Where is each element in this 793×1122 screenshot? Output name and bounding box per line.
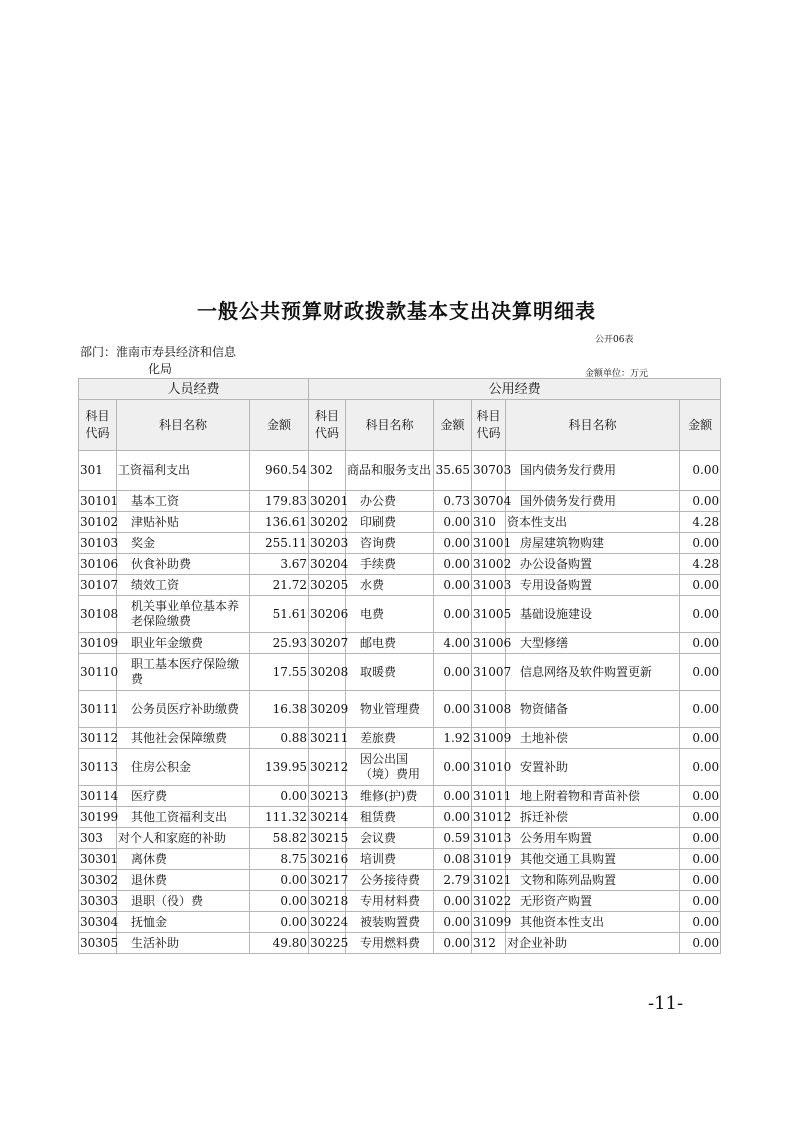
table-row	[79, 912, 721, 933]
code-cell: 30213	[309, 786, 346, 807]
name-cell: 退休费	[117, 870, 250, 891]
code-cell: 30108	[79, 596, 117, 633]
name-cell: 房屋建筑物购建	[506, 533, 680, 554]
name-cell: 商品和服务支出	[346, 451, 434, 491]
code-cell: 30224	[309, 912, 346, 933]
code-cell: 30216	[309, 849, 346, 870]
amount-cell: 0.00	[680, 491, 721, 512]
amount-cell: 0.00	[434, 912, 472, 933]
name-cell: 物资储备	[506, 691, 680, 728]
code-cell: 31002	[472, 554, 506, 575]
name-cell: 土地补偿	[506, 728, 680, 749]
code-cell: 30102	[79, 512, 117, 533]
code-cell: 30209	[309, 691, 346, 728]
name-cell: 机关事业单位基本养老保险缴费	[117, 596, 250, 633]
name-cell: 离休费	[117, 849, 250, 870]
table-row	[79, 491, 721, 512]
name-cell: 专用燃料费	[346, 933, 434, 954]
amount-cell: 0.00	[680, 749, 721, 786]
name-cell: 职工基本医疗保险缴费	[117, 654, 250, 691]
table-row	[79, 512, 721, 533]
name-cell: 奖金	[117, 533, 250, 554]
name-cell: 信息网络及软件购置更新	[506, 654, 680, 691]
amount-cell: 0.00	[434, 554, 472, 575]
code-cell: 31001	[472, 533, 506, 554]
table-row	[79, 749, 721, 786]
amount-cell: 0.00	[250, 912, 309, 933]
amount-cell: 0.00	[250, 891, 309, 912]
amount-cell: 111.32	[250, 807, 309, 828]
name-cell: 生活补助	[117, 933, 250, 954]
amount-cell: 0.00	[434, 596, 472, 633]
amount-cell: 2.79	[434, 870, 472, 891]
name-cell: 会议费	[346, 828, 434, 849]
name-cell: 基本工资	[117, 491, 250, 512]
code-cell: 30301	[79, 849, 117, 870]
amount-cell: 0.00	[680, 575, 721, 596]
name-cell: 办公设备购置	[506, 554, 680, 575]
amount-cell: 0.00	[680, 596, 721, 633]
expenditure-table	[78, 378, 721, 954]
code-cell: 31013	[472, 828, 506, 849]
code-cell: 31021	[472, 870, 506, 891]
amount-cell: 1.92	[434, 728, 472, 749]
amount-cell: 25.93	[250, 633, 309, 654]
group-header-personnel: 人员经费	[79, 379, 309, 400]
amount-cell: 0.00	[434, 654, 472, 691]
name-cell: 其他资本性支出	[506, 912, 680, 933]
amount-cell: 0.00	[434, 575, 472, 596]
name-cell: 大型修缮	[506, 633, 680, 654]
name-cell: 基础设施建设	[506, 596, 680, 633]
code-cell: 30202	[309, 512, 346, 533]
amount-cell: 17.55	[250, 654, 309, 691]
amount-unit: 金额单位：万元	[585, 369, 649, 379]
amount-cell: 0.00	[434, 512, 472, 533]
amount-cell: 0.00	[250, 786, 309, 807]
amount-cell: 0.00	[680, 933, 721, 954]
amount-cell: 8.75	[250, 849, 309, 870]
amount-cell: 0.00	[434, 786, 472, 807]
code-cell: 30204	[309, 554, 346, 575]
name-cell: 伙食补助费	[117, 554, 250, 575]
name-cell: 因公出国（境）费用	[346, 749, 434, 786]
name-cell: 医疗费	[117, 786, 250, 807]
code-cell: 30208	[309, 654, 346, 691]
amount-cell: 0.00	[680, 633, 721, 654]
code-cell: 30302	[79, 870, 117, 891]
code-cell: 30305	[79, 933, 117, 954]
table-row	[79, 933, 721, 954]
name-cell: 咨询费	[346, 533, 434, 554]
amount-cell: 139.95	[250, 749, 309, 786]
name-cell: 文物和陈列品购置	[506, 870, 680, 891]
code-cell: 30218	[309, 891, 346, 912]
name-cell: 专用材料费	[346, 891, 434, 912]
name-cell: 物业管理费	[346, 691, 434, 728]
amount-cell: 0.00	[680, 828, 721, 849]
code-cell: 30114	[79, 786, 117, 807]
amount-cell: 960.54	[250, 451, 309, 491]
name-cell: 对企业补助	[506, 933, 680, 954]
code-cell: 30101	[79, 491, 117, 512]
amount-cell: 49.80	[250, 933, 309, 954]
header-code: 科目代码	[309, 400, 346, 451]
name-cell: 国内债务发行费用	[506, 451, 680, 491]
code-cell: 30211	[309, 728, 346, 749]
code-cell: 30107	[79, 575, 117, 596]
header-name: 科目名称	[117, 400, 250, 451]
header-amount: 金额	[434, 400, 472, 451]
amount-cell: 0.00	[250, 870, 309, 891]
name-cell: 专用设备购置	[506, 575, 680, 596]
table-row	[79, 786, 721, 807]
name-cell: 其他交通工具购置	[506, 849, 680, 870]
code-cell: 310	[472, 512, 506, 533]
amount-cell: 58.82	[250, 828, 309, 849]
name-cell: 绩效工资	[117, 575, 250, 596]
header-code: 科目代码	[79, 400, 117, 451]
amount-cell: 179.83	[250, 491, 309, 512]
table-row	[79, 554, 721, 575]
amount-cell: 0.00	[680, 786, 721, 807]
name-cell: 公务接待费	[346, 870, 434, 891]
code-cell: 31012	[472, 807, 506, 828]
code-cell: 30201	[309, 491, 346, 512]
table-row	[79, 451, 721, 491]
name-cell: 安置补助	[506, 749, 680, 786]
header-name: 科目名称	[346, 400, 434, 451]
amount-cell: 51.61	[250, 596, 309, 633]
code-cell: 30303	[79, 891, 117, 912]
name-cell: 培训费	[346, 849, 434, 870]
name-cell: 地上附着物和青苗补偿	[506, 786, 680, 807]
amount-cell: 35.65	[434, 451, 472, 491]
table-row	[79, 828, 721, 849]
code-cell: 31099	[472, 912, 506, 933]
amount-cell: 136.61	[250, 512, 309, 533]
code-cell: 30704	[472, 491, 506, 512]
name-cell: 其他工资福利支出	[117, 807, 250, 828]
name-cell: 工资福利支出	[117, 451, 250, 491]
code-cell: 30304	[79, 912, 117, 933]
code-cell: 30217	[309, 870, 346, 891]
header-name: 科目名称	[506, 400, 680, 451]
name-cell: 电费	[346, 596, 434, 633]
code-cell: 31019	[472, 849, 506, 870]
amount-cell: 0.00	[434, 807, 472, 828]
amount-cell: 3.67	[250, 554, 309, 575]
code-cell: 30111	[79, 691, 117, 728]
table-row	[79, 849, 721, 870]
code-cell: 31005	[472, 596, 506, 633]
amount-cell: 0.00	[680, 870, 721, 891]
code-cell: 30212	[309, 749, 346, 786]
header-amount: 金额	[250, 400, 309, 451]
code-cell: 31008	[472, 691, 506, 728]
name-cell: 办公费	[346, 491, 434, 512]
name-cell: 差旅费	[346, 728, 434, 749]
code-cell: 31010	[472, 749, 506, 786]
code-cell: 30207	[309, 633, 346, 654]
code-cell: 30206	[309, 596, 346, 633]
code-cell: 30205	[309, 575, 346, 596]
amount-cell: 4.28	[680, 554, 721, 575]
amount-cell: 0.00	[434, 691, 472, 728]
name-cell: 退职（役）费	[117, 891, 250, 912]
name-cell: 其他社会保障缴费	[117, 728, 250, 749]
page-title: 一般公共预算财政拨款基本支出决算明细表	[197, 299, 596, 323]
code-cell: 30203	[309, 533, 346, 554]
code-cell: 30214	[309, 807, 346, 828]
amount-cell: 0.00	[434, 891, 472, 912]
amount-cell: 21.72	[250, 575, 309, 596]
table-row	[79, 870, 721, 891]
amount-cell: 0.00	[680, 849, 721, 870]
code-cell: 31011	[472, 786, 506, 807]
name-cell: 被装购置费	[346, 912, 434, 933]
name-cell: 公务用车购置	[506, 828, 680, 849]
name-cell: 水费	[346, 575, 434, 596]
amount-cell: 255.11	[250, 533, 309, 554]
column-header-row	[79, 400, 721, 451]
table-row	[79, 728, 721, 749]
table-row	[79, 575, 721, 596]
table-row	[79, 891, 721, 912]
amount-cell: 0.00	[680, 728, 721, 749]
amount-cell: 0.00	[434, 933, 472, 954]
code-cell: 30113	[79, 749, 117, 786]
code-cell: 30112	[79, 728, 117, 749]
code-cell: 30225	[309, 933, 346, 954]
header-code: 科目代码	[472, 400, 506, 451]
amount-cell: 0.00	[680, 451, 721, 491]
name-cell: 租赁费	[346, 807, 434, 828]
amount-cell: 0.00	[680, 691, 721, 728]
name-cell: 津贴补贴	[117, 512, 250, 533]
table-row	[79, 633, 721, 654]
amount-cell: 0.00	[680, 654, 721, 691]
code-cell: 30103	[79, 533, 117, 554]
amount-cell: 0.73	[434, 491, 472, 512]
code-cell: 31009	[472, 728, 506, 749]
code-cell: 30199	[79, 807, 117, 828]
name-cell: 印刷费	[346, 512, 434, 533]
code-cell: 30215	[309, 828, 346, 849]
name-cell: 取暖费	[346, 654, 434, 691]
header-amount: 金额	[680, 400, 721, 451]
amount-cell: 0.00	[680, 533, 721, 554]
page-number: -11-	[648, 993, 684, 1014]
amount-cell: 16.38	[250, 691, 309, 728]
code-cell: 302	[309, 451, 346, 491]
code-cell: 30109	[79, 633, 117, 654]
department-info	[80, 344, 236, 378]
table-row	[79, 691, 721, 728]
name-cell: 抚恤金	[117, 912, 250, 933]
department-name-line1: 淮南市寿县经济和信息	[116, 345, 237, 359]
name-cell: 手续费	[346, 554, 434, 575]
table-row	[79, 533, 721, 554]
name-cell: 公务员医疗补助缴费	[117, 691, 250, 728]
group-header-row	[79, 379, 721, 400]
amount-cell: 0.00	[434, 749, 472, 786]
amount-cell: 0.59	[434, 828, 472, 849]
code-cell: 30110	[79, 654, 117, 691]
amount-cell: 0.00	[680, 891, 721, 912]
code-cell: 31007	[472, 654, 506, 691]
table-row	[79, 654, 721, 691]
code-cell: 30703	[472, 451, 506, 491]
code-cell: 30106	[79, 554, 117, 575]
amount-cell: 0.00	[434, 533, 472, 554]
name-cell: 国外债务发行费用	[506, 491, 680, 512]
form-number: 公开06表	[595, 335, 634, 345]
name-cell: 拆迁补偿	[506, 807, 680, 828]
code-cell: 31003	[472, 575, 506, 596]
amount-cell: 0.88	[250, 728, 309, 749]
name-cell: 无形资产购置	[506, 891, 680, 912]
name-cell: 职业年金缴费	[117, 633, 250, 654]
name-cell: 对个人和家庭的补助	[117, 828, 250, 849]
code-cell: 31022	[472, 891, 506, 912]
amount-cell: 4.00	[434, 633, 472, 654]
table-row	[79, 807, 721, 828]
name-cell: 维修(护)费	[346, 786, 434, 807]
department-label: 部门：	[80, 345, 117, 359]
name-cell: 住房公积金	[117, 749, 250, 786]
department-name-line2: 化局	[148, 362, 173, 376]
code-cell: 303	[79, 828, 117, 849]
name-cell: 资本性支出	[506, 512, 680, 533]
code-cell: 301	[79, 451, 117, 491]
code-cell: 312	[472, 933, 506, 954]
group-header-public: 公用经费	[309, 379, 721, 400]
table-row	[79, 596, 721, 633]
name-cell: 邮电费	[346, 633, 434, 654]
code-cell: 31006	[472, 633, 506, 654]
amount-cell: 4.28	[680, 512, 721, 533]
amount-cell: 0.00	[680, 807, 721, 828]
amount-cell: 0.08	[434, 849, 472, 870]
amount-cell: 0.00	[680, 912, 721, 933]
